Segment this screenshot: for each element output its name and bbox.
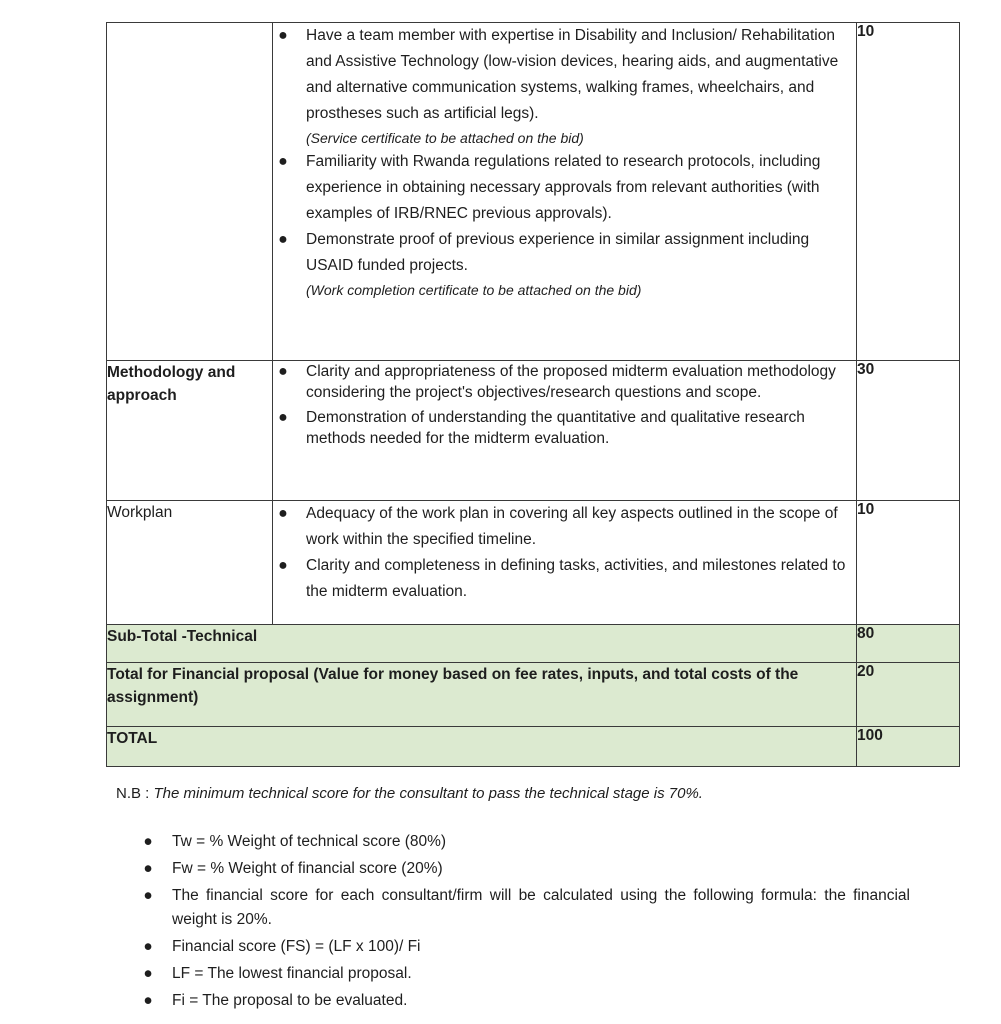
bullet-icon: ● xyxy=(143,965,153,982)
criteria-bullet-list xyxy=(273,361,856,449)
table-row xyxy=(107,23,960,361)
list-item xyxy=(273,227,856,301)
bullet-text: Demonstrate proof of previous experience in similar assignment including USAID funded projects. xyxy=(306,231,810,274)
criterion-cell: Methodology and approach xyxy=(107,361,273,501)
bullet-icon: ● xyxy=(278,363,288,380)
list-item xyxy=(273,553,856,605)
summary-label: Sub-Total -Technical xyxy=(107,625,857,663)
list-item xyxy=(140,989,910,1013)
summary-label: TOTAL xyxy=(107,727,857,767)
bullet-icon: ● xyxy=(278,505,288,522)
bullet-text: Have a team member with expertise in Disability and Inclusion/ Rehabilitation and Assistive Technology (low-vision devices, hearing aids, and augmentative and alternative communication systems, walking frames, wheelchairs, and prostheses such as artificial legs). xyxy=(306,27,839,122)
list-item xyxy=(140,857,910,881)
bullet-note: (Service certificate to be attached on the bid) xyxy=(306,130,584,146)
formula-bullet-list xyxy=(140,830,910,1016)
nb-text: The minimum technical score for the consultant to pass the technical stage is 70%. xyxy=(153,785,703,802)
score-cell: 80 xyxy=(857,625,960,663)
subtotal-row xyxy=(107,625,960,663)
table-row xyxy=(107,501,960,625)
list-item xyxy=(140,935,910,959)
score-cell: 100 xyxy=(857,727,960,767)
list-item xyxy=(273,501,856,553)
formula-text: The financial score for each consultant/firm will be calculated using the following formula: the financial weight is 20%. xyxy=(172,887,910,928)
formula-text: Tw = % Weight of technical score (80%) xyxy=(172,833,447,850)
table-row xyxy=(107,361,960,501)
bullet-icon: ● xyxy=(278,27,288,44)
bullet-icon: ● xyxy=(143,887,153,904)
grand-total-row xyxy=(107,727,960,767)
bullet-text: Adequacy of the work plan in covering all key aspects outlined in the scope of work within the specified timeline. xyxy=(306,505,838,548)
score-cell: 20 xyxy=(857,663,960,727)
nb-note xyxy=(116,785,703,802)
description-cell xyxy=(273,361,857,501)
formula-text: LF = The lowest financial proposal. xyxy=(172,965,412,982)
bullet-text: Clarity and appropriateness of the proposed midterm evaluation methodology considering the project's objectives/research questions and scope. xyxy=(306,363,836,401)
score-cell: 30 xyxy=(857,361,960,501)
list-item xyxy=(273,23,856,149)
bullet-icon: ● xyxy=(278,153,288,170)
bullet-icon: ● xyxy=(143,938,153,955)
bullet-icon: ● xyxy=(143,860,153,877)
summary-label: Total for Financial proposal (Value for money based on fee rates, inputs, and total costs of the assignment) xyxy=(107,663,857,727)
formula-text: Financial score (FS) = (LF x 100)/ Fi xyxy=(172,938,421,955)
criteria-bullet-list xyxy=(273,23,856,301)
formula-text: Fi = The proposal to be evaluated. xyxy=(172,992,408,1009)
description-cell xyxy=(273,23,857,361)
list-item xyxy=(140,884,910,932)
score-cell: 10 xyxy=(857,501,960,625)
bullet-text: Familiarity with Rwanda regulations related to research protocols, including experience in obtaining necessary approvals from relevant authorities (with examples of IRB/RNEC previous approvals). xyxy=(306,153,821,222)
financial-total-row xyxy=(107,663,960,727)
list-item xyxy=(140,962,910,986)
bullet-icon: ● xyxy=(143,992,153,1009)
list-item xyxy=(273,407,856,449)
bullet-icon: ● xyxy=(143,833,153,850)
bullet-icon: ● xyxy=(278,409,288,426)
bullet-text: Demonstration of understanding the quantitative and qualitative research methods needed for the midterm evaluation. xyxy=(306,409,805,447)
evaluation-criteria-table xyxy=(106,22,960,767)
list-item xyxy=(273,149,856,227)
list-item xyxy=(273,361,856,403)
bullet-note: (Work completion certificate to be attached on the bid) xyxy=(306,282,642,298)
score-cell: 10 xyxy=(857,23,960,361)
criteria-bullet-list xyxy=(273,501,856,605)
criterion-cell: Workplan xyxy=(107,501,273,625)
nb-prefix: N.B : xyxy=(116,785,154,802)
criterion-cell xyxy=(107,23,273,361)
formula-text: Fw = % Weight of financial score (20%) xyxy=(172,860,443,877)
bullet-icon: ● xyxy=(278,231,288,248)
description-cell xyxy=(273,501,857,625)
bullet-icon: ● xyxy=(278,557,288,574)
list-item xyxy=(140,830,910,854)
bullet-text: Clarity and completeness in defining tasks, activities, and milestones related to the midterm evaluation. xyxy=(306,557,846,600)
